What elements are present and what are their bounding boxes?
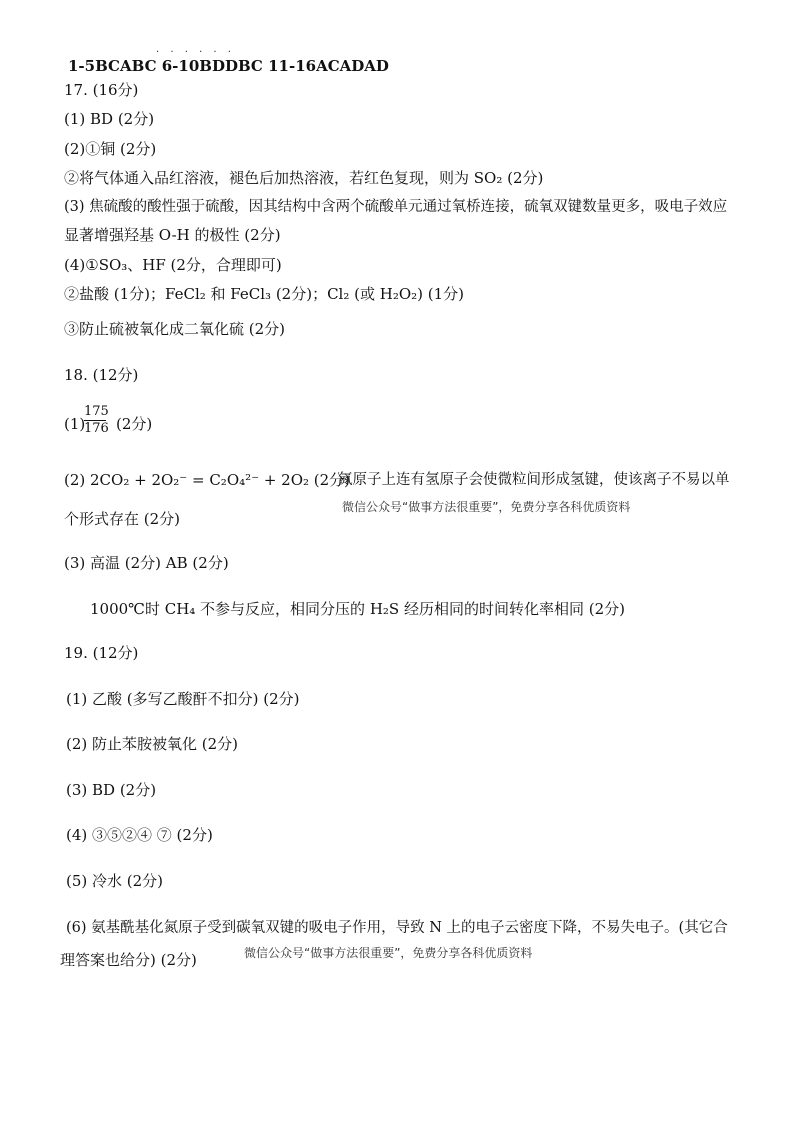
q18-line-1-score: (2分) bbox=[116, 415, 153, 433]
q19-line-2: (2) 防止苯胺被氧化 (2分) bbox=[66, 735, 239, 753]
fraction-numerator: 175 bbox=[84, 404, 109, 419]
q17-line-4: (3) 焦硫酸的酸性强于硫酸，因其结构中含两个硫酸单元通过氧桥连接，硫氧双键数量更多，吸电子效应 bbox=[64, 199, 728, 215]
q17-line-6: (4)①SO₃、HF (2分，合理即可) bbox=[64, 256, 282, 274]
q19-line-7: 理答案也给分) (2分) bbox=[60, 951, 197, 969]
q19-line-1: (1) 乙酸 (多写乙酸酐不扣分) (2分) bbox=[66, 690, 300, 708]
q17-title: 17. (16分) bbox=[64, 81, 139, 99]
q18-line-4: (3) 高温 (2分) AB (2分) bbox=[64, 554, 229, 572]
q17-line-5: 显著增强羟基 O-H 的极性 (2分) bbox=[64, 226, 281, 244]
q18-line-5: 1000℃时 CH₄ 不参与反应，相同分压的 H₂S 经历相同的时间转化率相同 (2分) bbox=[90, 600, 625, 618]
mc-answers: 1-5BCABC 6-10BDDBC 11-16ACADAD bbox=[68, 57, 389, 75]
scan-dots: . . . . . . bbox=[156, 44, 235, 55]
q18-title: 18. (12分) bbox=[64, 366, 139, 384]
q18-line-1-prefix: (1) bbox=[64, 415, 86, 433]
q19-line-6: (6) 氨基酰基化氮原子受到碳氧双键的吸电子作用，导致 N 上的电子云密度下降，不易失电子。(其它合 bbox=[66, 920, 728, 936]
q19-line-3: (3) BD (2分) bbox=[66, 781, 157, 799]
q19-line-4: (4) ③⑤②④ ⑦ (2分) bbox=[66, 826, 213, 844]
q17-line-7: ②盐酸 (1分)；FeCl₂ 和 FeCl₃ (2分)；Cl₂ (或 H₂O₂) (1分) bbox=[64, 285, 465, 303]
q18-fraction bbox=[84, 404, 109, 437]
watermark-2: 微信公众号“做事方法很重要”，免费分享各科优质资料 bbox=[244, 946, 533, 960]
fraction-denominator: 176 bbox=[84, 421, 109, 436]
q17-line-2: (2)①铜 (2分) bbox=[64, 140, 157, 158]
q17-line-1: (1) BD (2分) bbox=[64, 110, 155, 128]
q17-line-8: ③防止硫被氧化成二氧化硫 (2分) bbox=[64, 320, 286, 338]
q17-line-3: ②将气体通入品红溶液，褪色后加热溶液，若红色复现，则为 SO₂ (2分) bbox=[64, 169, 544, 187]
watermark-1: 微信公众号“做事方法很重要”，免费分享各科优质资料 bbox=[342, 500, 631, 514]
q19-title: 19. (12分) bbox=[64, 644, 139, 662]
q18-line-3: 个形式存在 (2分) bbox=[64, 510, 181, 528]
q18-line-2-text: 氮原子上连有氢原子会使微粒间形成氢键，使该离子不易以单 bbox=[338, 472, 730, 488]
q19-line-5: (5) 冷水 (2分) bbox=[66, 872, 164, 890]
q18-line-2-equation: (2) 2CO₂ + 2O₂⁻ = C₂O₄²⁻ + 2O₂ (2分) bbox=[64, 471, 351, 489]
